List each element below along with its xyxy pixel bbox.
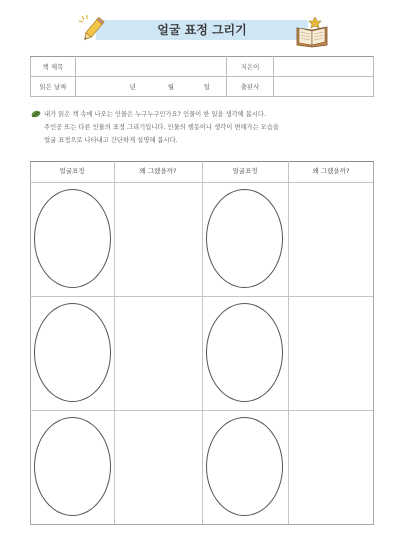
instruction-line: 얼굴 표정으로 나타내고 간단하게 설명해 봅시다. [44,137,178,144]
header-why: 왜 그랬을까? [139,167,177,175]
face-drawing-oval[interactable] [34,189,111,288]
row-divider [30,410,373,411]
pencil-icon [78,14,106,44]
column-divider [114,161,115,524]
instructions [30,108,375,147]
header-why: 왜 그랬을까? [312,167,350,175]
book-title-field[interactable] [76,57,227,77]
read-date-label: 읽은 날짜 [31,77,76,97]
header-face-expression: 얼굴표정 [59,167,85,175]
face-drawing-oval[interactable] [206,189,283,288]
drawing-grid [30,161,374,525]
row-divider [30,182,373,183]
year-label: 년 [129,83,136,91]
column-divider [202,161,203,524]
face-drawing-oval[interactable] [34,303,111,402]
instruction-line: 주인공 또는 다른 인물의 표정 그리기입니다. 인물의 행동이나 생각이 변해가는 모습을 [44,124,279,131]
book-info-table [30,56,374,97]
face-drawing-oval[interactable] [206,303,283,402]
column-divider [288,161,289,524]
publisher-label: 출판사 [227,77,274,97]
publisher-field[interactable] [274,77,374,97]
instruction-line: 내가 읽은 책 속에 나오는 인물은 누구누구인가요? 인물이 한 일을 생각해 봅시다. [44,111,267,118]
read-date-field[interactable] [76,77,227,97]
face-drawing-oval[interactable] [34,417,111,516]
book-title-label: 책 제목 [31,57,76,77]
author-field[interactable] [274,57,374,77]
open-book-icon [294,14,330,48]
month-label: 월 [167,83,174,91]
header-face-expression: 얼굴표정 [232,167,258,175]
author-label: 지은이 [227,57,274,77]
page-title: 얼굴 표정 그리기 [157,23,247,37]
title-area [0,14,400,50]
day-label: 일 [203,83,211,91]
face-drawing-oval[interactable] [206,417,283,516]
row-divider [30,296,373,297]
